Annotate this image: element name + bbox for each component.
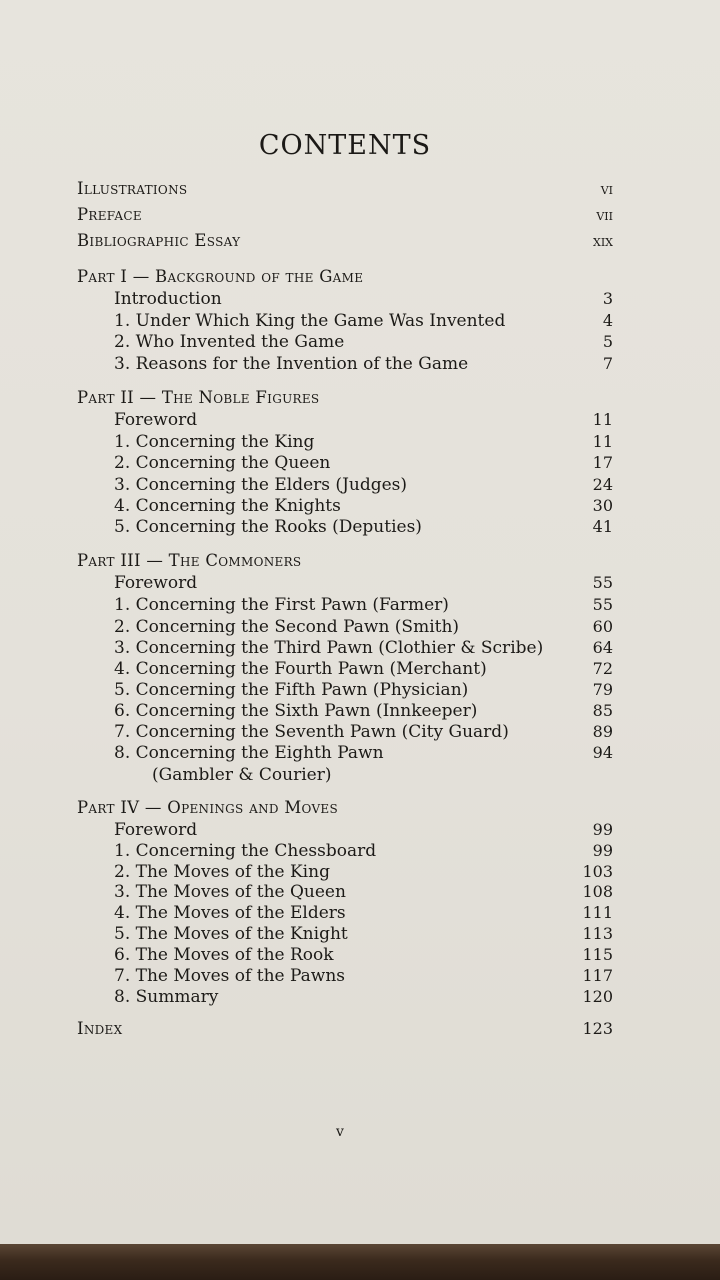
page-bottom-shadow (0, 1244, 720, 1280)
toc-page-number: 64 (592, 638, 613, 657)
toc-entry-label: 5. Concerning the Fifth Pawn (Physician) (114, 680, 469, 700)
toc-entry-label: 1. Concerning the King (114, 432, 315, 452)
toc-page-number: 111 (582, 903, 613, 922)
toc-page-number: 115 (582, 945, 613, 964)
toc-entry (77, 516, 613, 538)
toc-entry (77, 594, 613, 616)
toc-entry (77, 861, 613, 883)
part-heading (77, 797, 613, 819)
toc-page-number: 72 (592, 659, 613, 678)
toc-page-number: 79 (592, 680, 613, 699)
toc-page-number: 17 (592, 453, 613, 472)
toc-page-number: 60 (592, 617, 613, 636)
toc-entry-label: 8. Summary (114, 987, 219, 1007)
toc-entry (77, 331, 613, 353)
toc-page-number: 3 (602, 289, 613, 308)
toc-entry-label: 2. Concerning the Queen (114, 453, 331, 473)
toc-entry (77, 944, 613, 966)
toc-page-number: 41 (592, 517, 613, 536)
toc-entry-label: Preface (77, 205, 142, 224)
toc-entry-label: (Gambler & Courier) (152, 765, 332, 785)
toc-page-number: 85 (592, 701, 613, 720)
toc-entry-label: 3. The Moves of the Queen (114, 882, 346, 902)
part-heading (77, 387, 613, 409)
part-heading-label: Part II — The Noble Figures (77, 388, 320, 407)
toc-entry-label: 4. The Moves of the Elders (114, 903, 346, 923)
toc-page-number: vi (600, 179, 613, 198)
toc-entry (77, 495, 613, 517)
part-heading (77, 550, 613, 572)
toc-entry (77, 700, 613, 722)
page-title: CONTENTS (258, 130, 432, 161)
toc-entry (77, 474, 613, 496)
toc-page-number: 103 (582, 862, 613, 881)
toc-page-number: vii (596, 205, 613, 224)
toc-entry (77, 616, 613, 638)
toc-entry (77, 452, 613, 474)
toc-entry-bibliographic-essay (77, 230, 613, 252)
toc-entry-label: 5. Concerning the Rooks (Deputies) (114, 517, 422, 537)
toc-page-number: 24 (592, 475, 613, 494)
toc-entry (77, 881, 613, 903)
toc-entry (77, 742, 613, 764)
page-folio: v (336, 1124, 344, 1140)
toc-entry-label: Bibliographic Essay (77, 231, 241, 250)
toc-entry (77, 637, 613, 659)
toc-page-number: 120 (582, 987, 613, 1006)
toc-entry-label: 2. Who Invented the Game (114, 332, 345, 352)
toc-entry-label: 3. Concerning the Third Pawn (Clothier & Scribe) (114, 638, 544, 658)
toc-page-number: 4 (602, 311, 613, 330)
toc-entry (77, 965, 613, 987)
toc-entry-label: 5. The Moves of the Knight (114, 924, 348, 944)
toc-page-number: 55 (592, 595, 613, 614)
toc-page-number: 113 (582, 924, 613, 943)
toc-page-number: 55 (592, 573, 613, 592)
toc-entry-label: 3. Reasons for the Invention of the Game (114, 354, 469, 374)
toc-entry-label: 7. Concerning the Seventh Pawn (City Guard) (114, 722, 509, 742)
toc-page-number: 30 (592, 496, 613, 515)
toc-entry-label: 6. Concerning the Sixth Pawn (Innkeeper) (114, 701, 478, 721)
toc-entry (77, 353, 613, 375)
toc-entry (77, 288, 613, 310)
toc-entry-label: 8. Concerning the Eighth Pawn (114, 743, 384, 763)
toc-entry (77, 679, 613, 701)
toc-entry-label: Foreword (114, 410, 198, 430)
toc-entry-label: 6. The Moves of the Rook (114, 945, 334, 965)
toc-entry (77, 658, 613, 680)
toc-page-number: 89 (592, 722, 613, 741)
toc-page-number: 94 (592, 743, 613, 762)
toc-entry (77, 310, 613, 332)
toc-page-number: 108 (582, 882, 613, 901)
toc-entry-label: 3. Concerning the Elders (Judges) (114, 475, 408, 495)
toc-entry-label: 4. Concerning the Knights (114, 496, 341, 516)
toc-entry (77, 902, 613, 924)
toc-page-number: 7 (602, 354, 613, 373)
toc-entry-label: 1. Under Which King the Game Was Invented (114, 311, 506, 331)
part-heading-label: Part IV — Openings and Moves (77, 798, 339, 817)
toc-entry (77, 721, 613, 743)
toc-entry (77, 572, 613, 594)
toc-entry (77, 923, 613, 945)
toc-entry-label: 1. Concerning the First Pawn (Farmer) (114, 595, 449, 615)
part-heading-label: Part I — Background of the Game (77, 267, 364, 286)
toc-page-number: 11 (592, 410, 613, 429)
toc-entry-label: Index (77, 1019, 123, 1038)
toc-page-number: 99 (592, 841, 613, 860)
toc-entry (77, 819, 613, 841)
toc-entry-preface (77, 204, 613, 226)
toc-entry-label: 4. Concerning the Fourth Pawn (Merchant) (114, 659, 487, 679)
toc-entry (77, 840, 613, 862)
toc-page-number: 123 (582, 1019, 613, 1038)
toc-entry-label: Foreword (114, 573, 198, 593)
toc-entry-label: Introduction (114, 289, 222, 309)
toc-entry (77, 409, 613, 431)
toc-page-number: 11 (592, 432, 613, 451)
toc-page-number: 117 (582, 966, 613, 985)
part-heading-label: Part III — The Commoners (77, 551, 302, 570)
part-heading (77, 266, 613, 288)
toc-entry (77, 986, 613, 1008)
toc-entry-label: 2. Concerning the Second Pawn (Smith) (114, 617, 460, 637)
toc-entry-label: Foreword (114, 820, 198, 840)
toc-entry (77, 431, 613, 453)
toc-entry-index (77, 1018, 613, 1040)
toc-page-number: xix (592, 231, 613, 250)
toc-entry-illustrations (77, 178, 613, 200)
toc-entry-continuation (77, 764, 613, 786)
toc-entry-label: 7. The Moves of the Pawns (114, 966, 346, 986)
toc-page-number: 99 (592, 820, 613, 839)
toc-entry-label: Illustrations (77, 179, 188, 198)
toc-page-number: 5 (602, 332, 613, 351)
toc-entry-label: 2. The Moves of the King (114, 862, 330, 882)
toc-entry-label: 1. Concerning the Chessboard (114, 841, 377, 861)
